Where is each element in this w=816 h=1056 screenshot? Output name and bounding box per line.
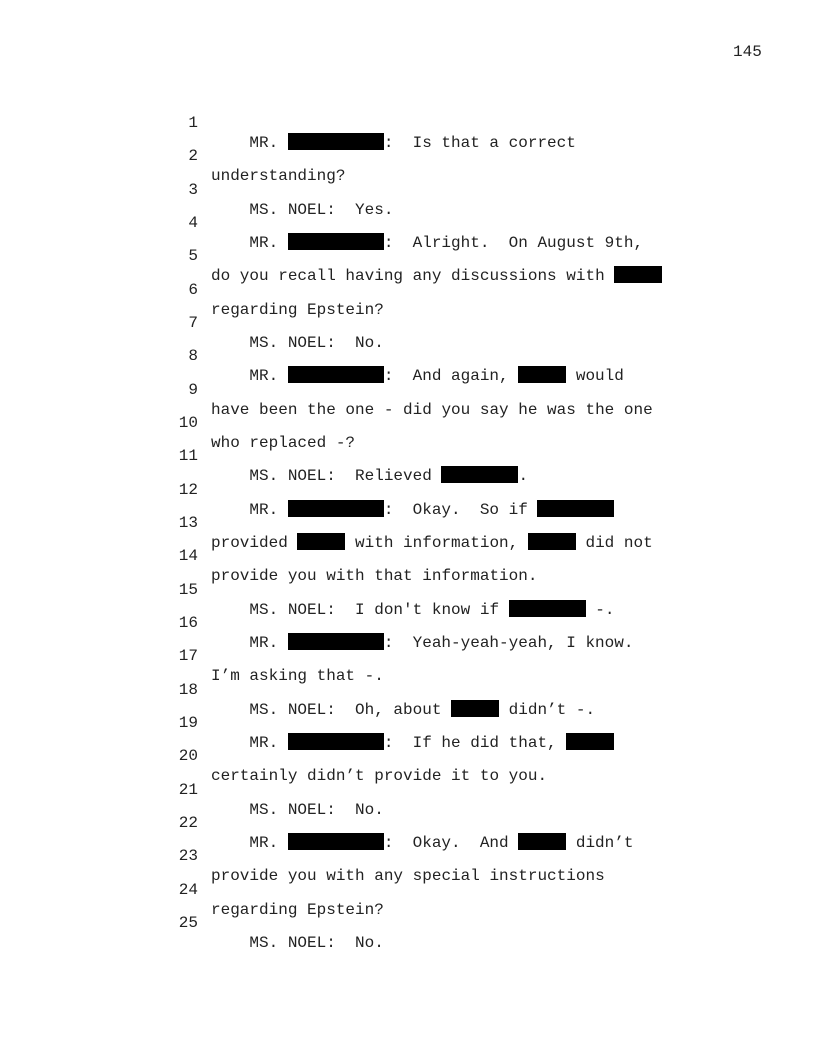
redaction-block bbox=[537, 500, 614, 517]
line-text: MR. : And again, would bbox=[211, 367, 624, 385]
line-number: 6 bbox=[188, 281, 198, 299]
line-text: MR. : Is that a correct bbox=[211, 134, 576, 152]
line-number: 25 bbox=[178, 914, 198, 932]
line-number: 15 bbox=[178, 581, 198, 599]
page-number: 145 bbox=[733, 43, 762, 61]
redaction-block bbox=[518, 366, 566, 383]
line-number: 20 bbox=[178, 747, 198, 765]
line-number: 19 bbox=[178, 714, 198, 732]
line-number: 11 bbox=[178, 447, 198, 465]
line-number: 2 bbox=[188, 147, 198, 165]
line-number: 14 bbox=[178, 547, 198, 565]
line-text: MS. NOEL: No. bbox=[211, 934, 384, 952]
redaction-block bbox=[441, 466, 518, 483]
line-number: 21 bbox=[178, 781, 198, 799]
redaction-block bbox=[509, 600, 586, 617]
line-text: MR. : If he did that, bbox=[211, 733, 614, 753]
transcript-line bbox=[0, 126, 346, 185]
line-number: 8 bbox=[188, 347, 198, 365]
line-number: 17 bbox=[178, 647, 198, 665]
line-number: 22 bbox=[178, 814, 198, 832]
line-number: 13 bbox=[178, 514, 198, 532]
line-text: understanding? bbox=[211, 167, 346, 185]
line-number: 4 bbox=[188, 214, 198, 232]
line-text: MR. : Okay. So if bbox=[211, 500, 614, 520]
line-number: 7 bbox=[188, 314, 198, 332]
redaction-block bbox=[566, 733, 614, 750]
redaction-block bbox=[614, 266, 662, 283]
line-number: 24 bbox=[178, 881, 198, 899]
line-number: 16 bbox=[178, 614, 198, 632]
redaction-block bbox=[288, 833, 384, 850]
transcript-line bbox=[0, 260, 384, 319]
redaction-block bbox=[451, 700, 499, 717]
line-text: MS. NOEL: No. bbox=[211, 801, 384, 819]
redaction-block bbox=[288, 366, 384, 383]
line-text: MR. : Okay. And didn’t bbox=[211, 834, 634, 852]
line-text: certainly didn’t provide it to you. bbox=[211, 767, 548, 785]
line-text: provide you with any special instructions bbox=[211, 867, 605, 885]
line-text: MS. NOEL: Yes. bbox=[211, 201, 394, 219]
line-number: 1 bbox=[188, 114, 198, 132]
line-text: regarding Epstein? bbox=[211, 901, 384, 919]
line-number: 3 bbox=[188, 181, 198, 199]
transcript-line bbox=[0, 626, 384, 685]
line-number: 5 bbox=[188, 247, 198, 265]
line-text: MS. NOEL: Relieved . bbox=[211, 467, 529, 485]
redaction-block bbox=[288, 500, 384, 517]
line-text: MS. NOEL: Oh, about didn’t -. bbox=[211, 701, 596, 719]
line-text: MS. NOEL: No. bbox=[211, 334, 384, 352]
redaction-block bbox=[288, 733, 384, 750]
line-text: do you recall having any discussions with bbox=[211, 266, 662, 286]
redaction-block bbox=[528, 533, 576, 550]
redaction-block bbox=[288, 133, 384, 150]
transcript-line bbox=[0, 860, 384, 919]
line-text: who replaced -? bbox=[211, 434, 356, 452]
redaction-block bbox=[518, 833, 566, 850]
redaction-block bbox=[288, 233, 384, 250]
redaction-block bbox=[288, 633, 384, 650]
line-number: 9 bbox=[188, 381, 198, 399]
line-text: I’m asking that -. bbox=[211, 667, 384, 685]
transcript-line bbox=[0, 393, 356, 452]
line-text: MS. NOEL: I don't know if -. bbox=[211, 601, 615, 619]
line-text: regarding Epstein? bbox=[211, 301, 384, 319]
line-number: 23 bbox=[178, 847, 198, 865]
redaction-block bbox=[297, 533, 345, 550]
line-number: 12 bbox=[178, 481, 198, 499]
line-text: MR. : Alright. On August 9th, bbox=[211, 234, 644, 252]
line-text: MR. : Yeah-yeah-yeah, I know. bbox=[211, 634, 634, 652]
line-text: have been the one - did you say he was the one bbox=[211, 401, 653, 419]
line-number: 10 bbox=[178, 414, 198, 432]
line-text: provided with information, did not bbox=[211, 534, 653, 552]
transcript-line bbox=[0, 93, 576, 152]
line-text: provide you with that information. bbox=[211, 567, 538, 585]
line-number: 18 bbox=[178, 681, 198, 699]
